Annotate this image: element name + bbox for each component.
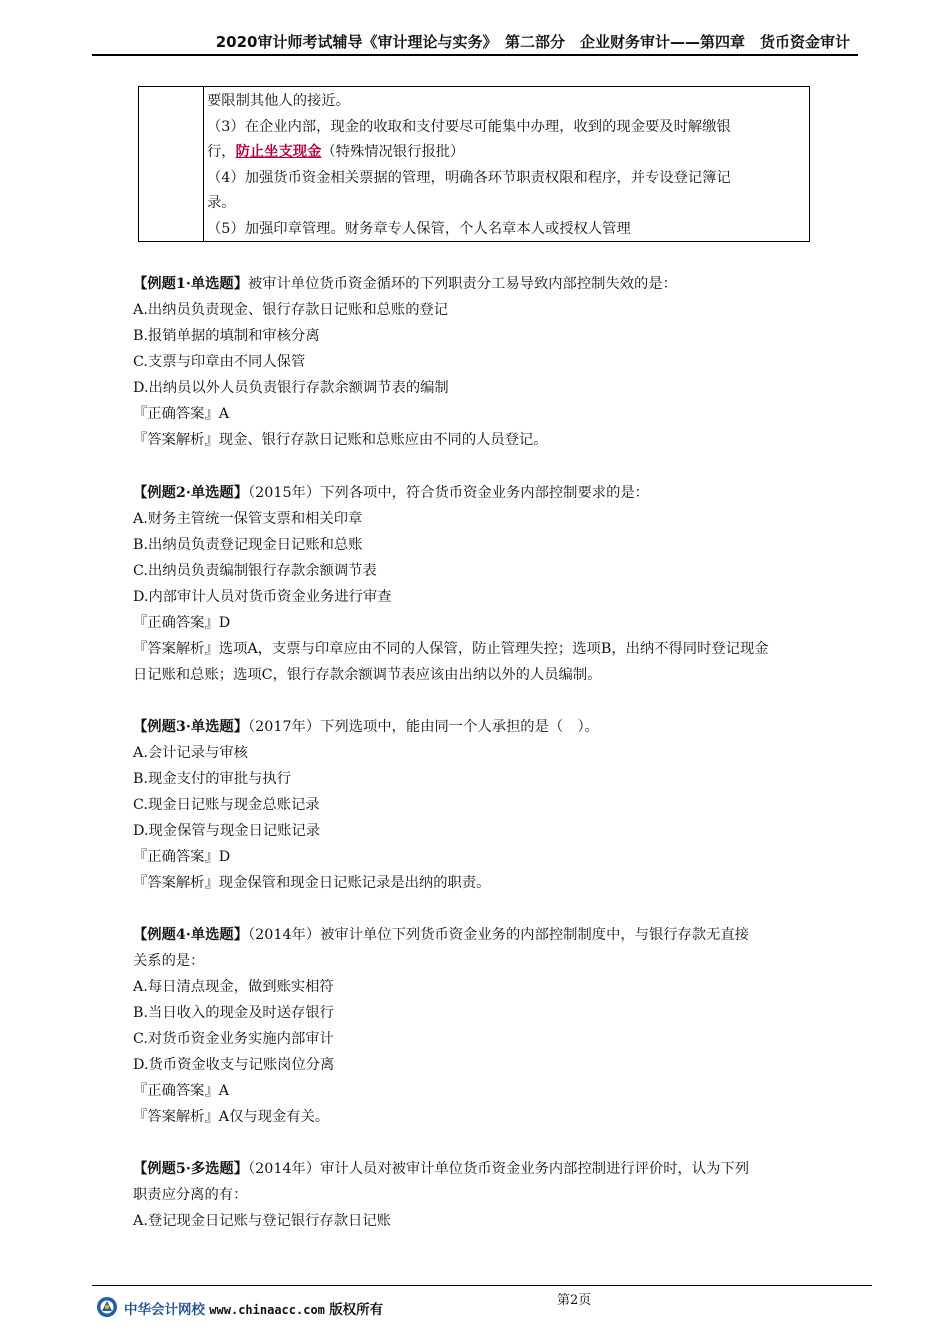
footer-site[interactable]: www.chinaacc.com — [209, 1303, 325, 1317]
table-line: （3）在企业内部，现金的收取和支付要尽可能集中办理，收到的现金要及时解缴银 — [207, 118, 731, 135]
answer: 『正确答案』D — [133, 849, 231, 865]
question-5-stem — [133, 1158, 749, 1178]
question-text: 被审计单位货币资金循环的下列职责分工易导致内部控制失效的是： — [248, 276, 677, 292]
question-1-stem — [133, 273, 677, 293]
question-4-stem — [133, 924, 749, 944]
question-text-cont: 职责应分离的有： — [133, 1187, 248, 1203]
option: A.登记现金日记账与登记银行存款日记账 — [133, 1213, 391, 1229]
table-line: （5）加强印章管理。财务章专人保管，个人名章本人或授权人管理 — [207, 220, 631, 237]
control-table — [138, 86, 810, 242]
option: B.现金支付的审批与执行 — [133, 771, 292, 787]
option: A.会计记录与审核 — [133, 745, 248, 761]
question-text: （2014年）审计人员对被审计单位货币资金业务内部控制进行评价时，认为下列 — [248, 1161, 750, 1177]
page-header — [92, 26, 858, 56]
table-line: （4）加强货币资金相关票据的管理，明确各环节职责权限和程序，并专设登记簿记 — [207, 169, 731, 186]
analysis: 『答案解析』现金、银行存款日记账和总账应由不同的人员登记。 — [133, 432, 548, 448]
answer: 『正确答案』A — [133, 406, 230, 422]
answer: 『正确答案』A — [133, 1083, 230, 1099]
question-text: （2015年）下列各项中，符合货币资金业务内部控制要求的是： — [248, 485, 649, 501]
option: C.现金日记账与现金总账记录 — [133, 797, 320, 813]
question-text: （2017年）下列选项中，能由同一个人承担的是（ ）。 — [248, 719, 599, 735]
table-text: 行， — [207, 144, 236, 161]
question-text-cont: 关系的是： — [133, 953, 205, 969]
option: A.每日清点现金，做到账实相符 — [133, 979, 334, 995]
question-tag: 【例题3·单选题】 — [133, 719, 249, 735]
analysis: 『答案解析』A仅与现金有关。 — [133, 1109, 330, 1125]
option: C.对货币资金业务实施内部审计 — [133, 1031, 334, 1047]
answer: 『正确答案』D — [133, 615, 231, 631]
footer-rule — [92, 1285, 872, 1286]
option: B.报销单据的填制和审核分离 — [133, 328, 320, 344]
header-title: 2020审计师考试辅导《审计理论与实务》 第二部分 企业财务审计——第四章 货币资金审计 — [215, 33, 850, 51]
footer-brand: 中华会计网校 — [124, 1302, 205, 1318]
question-tag: 【例题5·多选题】 — [133, 1161, 249, 1177]
question-text: （2014年）被审计单位下列货币资金业务的内部控制制度中，与银行存款无直接 — [248, 927, 750, 943]
analysis: 日记账和总账；选项C，银行存款余额调节表应该由出纳以外的人员编制。 — [133, 667, 602, 683]
option: C.支票与印章由不同人保管 — [133, 354, 306, 370]
option: A.出纳员负责现金、银行存款日记账和总账的登记 — [133, 302, 449, 318]
option: D.出纳员以外人员负责银行存款余额调节表的编制 — [133, 380, 449, 396]
chinaacc-logo-icon — [96, 1296, 118, 1318]
page-number: 第2页 — [557, 1293, 592, 1308]
table-line — [207, 140, 803, 166]
option: C.出纳员负责编制银行存款余额调节表 — [133, 563, 377, 579]
option: D.现金保管与现金日记账记录 — [133, 823, 321, 839]
table-line: 要限制其他人的接近。 — [207, 93, 350, 109]
option: A.财务主管统一保管支票和相关印章 — [133, 511, 363, 527]
question-2-stem — [133, 482, 649, 502]
table-left-column — [139, 87, 204, 241]
question-3-stem — [133, 716, 599, 736]
analysis: 『答案解析』选项A，支票与印章应由不同的人保管，防止管理失控；选项B，出纳不得同时登记现金 — [133, 641, 769, 657]
option: D.货币资金收支与记账岗位分离 — [133, 1057, 335, 1073]
table-content — [207, 89, 803, 243]
question-tag: 【例题4·单选题】 — [133, 927, 249, 943]
question-tag: 【例题2·单选题】 — [133, 485, 249, 501]
table-text: （特殊情况银行报批） — [321, 144, 465, 161]
question-tag: 【例题1·单选题】 — [133, 276, 249, 292]
option: B.出纳员负责登记现金日记账和总账 — [133, 537, 363, 553]
table-line: 录。 — [207, 195, 236, 212]
option: D.内部审计人员对货币资金业务进行审查 — [133, 589, 392, 605]
footer-rights: 版权所有 — [329, 1302, 384, 1318]
highlight-term: 防止坐支现金 — [235, 144, 322, 161]
analysis: 『答案解析』现金保管和现金日记账记录是出纳的职责。 — [133, 875, 491, 891]
option: B.当日收入的现金及时送存银行 — [133, 1005, 334, 1021]
footer-copyright — [124, 1298, 383, 1318]
